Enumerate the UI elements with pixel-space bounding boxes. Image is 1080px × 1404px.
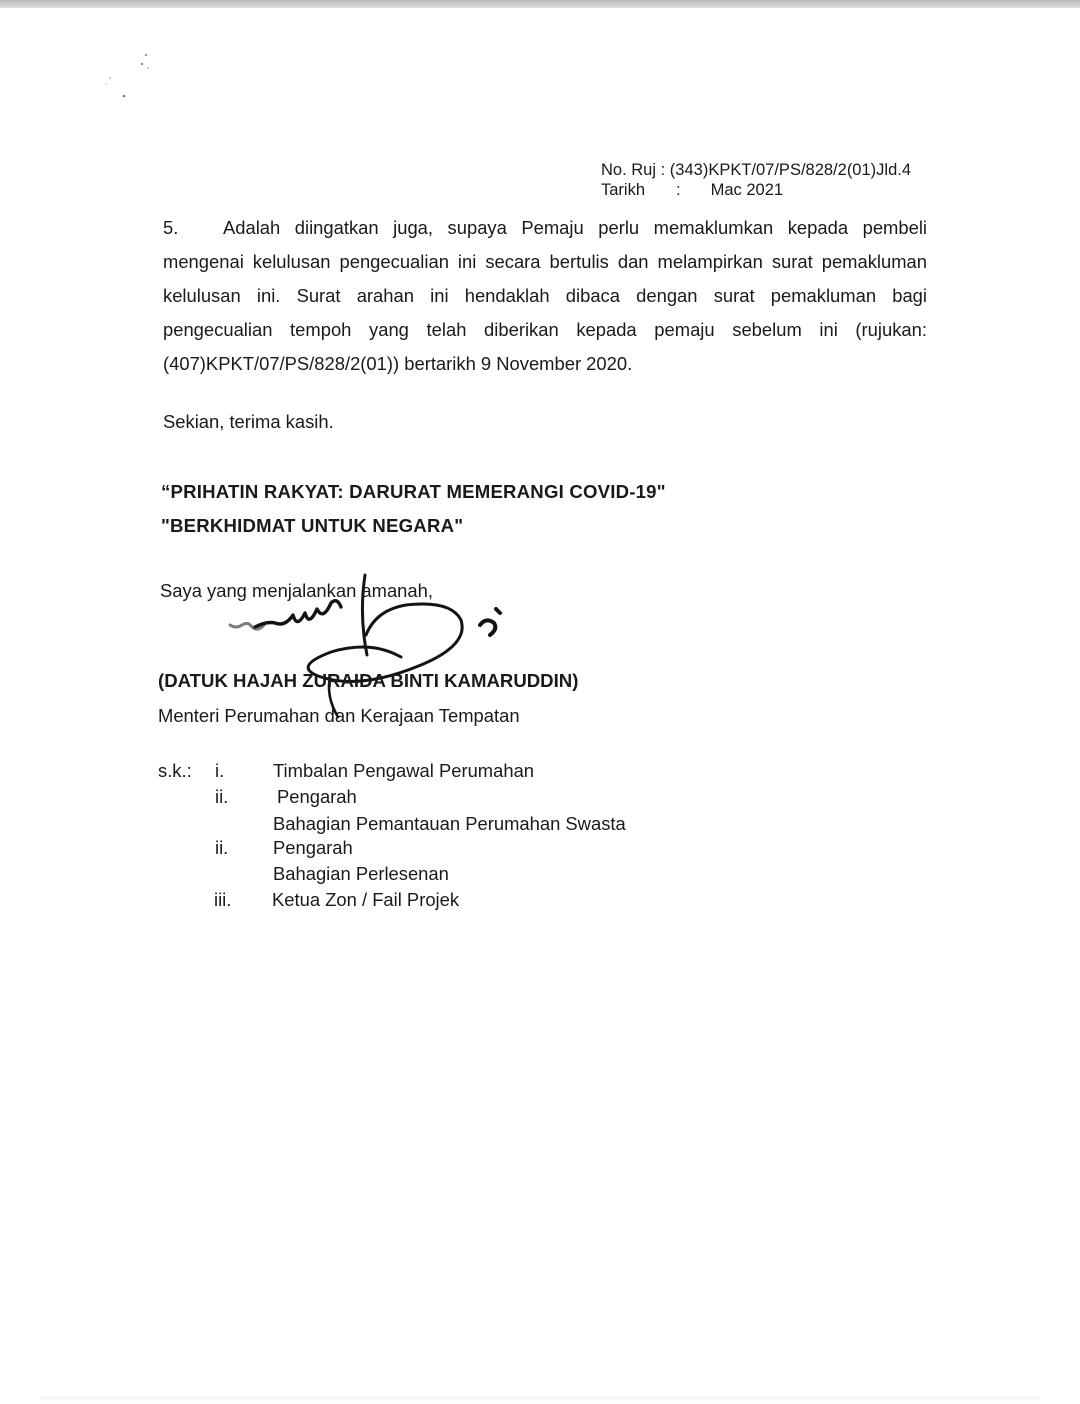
sk-item-number: i. <box>215 760 225 781</box>
sk-item-number: ii. <box>215 786 229 807</box>
sk-item-line: Ketua Zon / Fail Projek <box>272 889 460 910</box>
bottom-scan-edge <box>40 1396 1040 1402</box>
sk-item-line: Bahagian Pemantauan Perumahan Swasta <box>273 813 626 834</box>
top-scan-border <box>0 0 1080 8</box>
sk-item-number: iii. <box>214 889 232 910</box>
reference-number-label: No. Ruj <box>601 161 657 179</box>
date-row: Tarikh : Mac 2021 <box>601 181 784 199</box>
date-label: Tarikh <box>601 181 646 199</box>
paragraph-text: Adalah diingatkan juga, supaya Pemaju perlu memaklumkan kepada pembeli mengenai kelulusan pengecualian ini secara bertulis dan melampirkan surat pemakluman kelulusan ini. Surat arahan ini hendaklah dibaca dengan surat pemakluman bagi pengecualian tempoh yang telah diberikan kepada pemaju sebelum ini (rujukan:(407)KPKT/07/PS/828/2(01)) bertarikh 9 November 2020. <box>163 217 927 374</box>
sk-item-line: Pengarah <box>273 837 353 858</box>
scan-specks <box>100 50 160 110</box>
slogan-prihatin: “PRIHATIN RAKYAT: DARURAT MEMERANGI COVID-19" <box>161 481 666 502</box>
sk-item-number: ii. <box>215 837 229 858</box>
handwritten-signature <box>200 565 520 715</box>
sk-item-line: Timbalan Pengawal Perumahan <box>273 760 535 781</box>
reference-number-value: (343)KPKT/07/PS/828/2(01)Jld.4 <box>669 161 912 179</box>
signatory-title: Menteri Perumahan dan Kerajaan Tempatan <box>158 705 520 726</box>
signature-preamble: Saya yang menjalankan amanah, <box>160 580 433 601</box>
closing-line: Sekian, terima kasih. <box>163 411 334 432</box>
sk-label: s.k.: <box>158 760 192 781</box>
reference-block <box>601 160 911 200</box>
paragraph-number: 5. <box>163 217 179 238</box>
paragraph-5 <box>163 211 927 381</box>
sk-item-line: Pengarah <box>277 786 357 807</box>
date-value: Mac 2021 <box>710 181 784 199</box>
signatory-name: (DATUK HAJAH ZURAIDA BINTI KAMARUDDIN) <box>158 670 579 691</box>
slogan-berkhidmat: "BERKHIDMAT UNTUK NEGARA" <box>161 515 464 536</box>
reference-number-row: No. Ruj : (343)KPKT/07/PS/828/2(01)Jld.4 <box>601 161 912 179</box>
sk-item-line: Bahagian Perlesenan <box>273 863 449 884</box>
